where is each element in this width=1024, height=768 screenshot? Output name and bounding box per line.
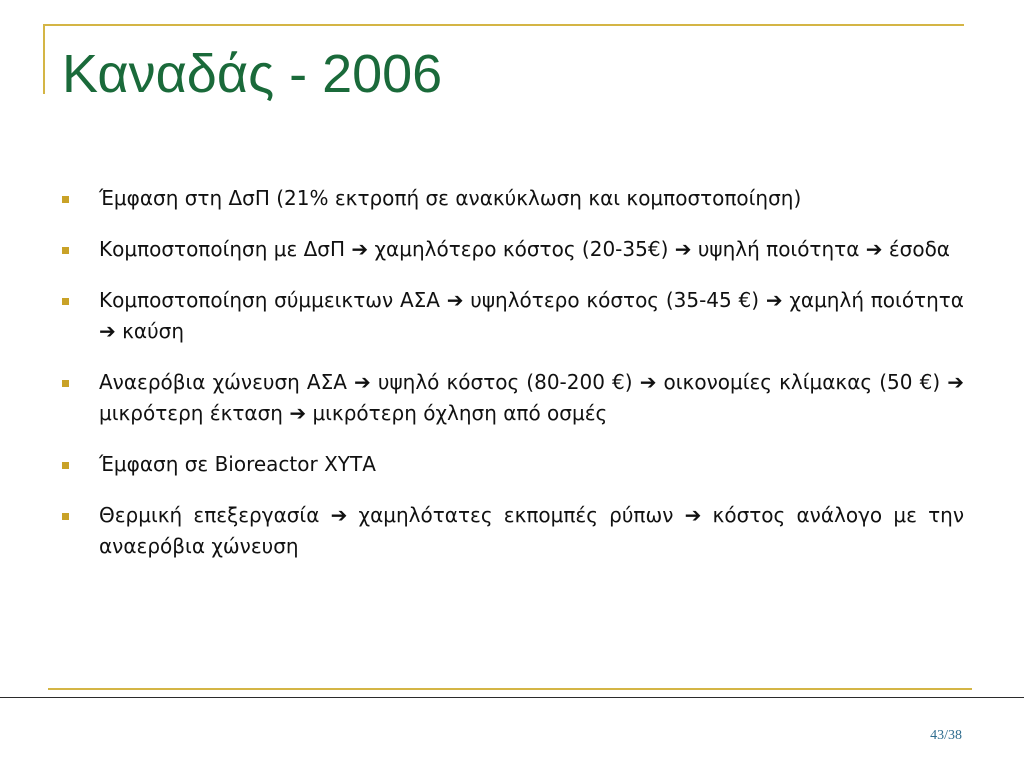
bullet-text: Έμφαση σε Bioreactor ΧΥΤΑ: [99, 452, 376, 476]
page-number: 43/38: [930, 728, 962, 743]
bullet-text: Κομποστοποίηση σύμμεικτων ΑΣΑ ➔ υψηλότερο κόστος (35-45 €) ➔ χαμηλή ποιότητα ➔ καύση: [99, 288, 964, 343]
title-frame-left-line: [43, 24, 45, 94]
footer-gold-rule: [48, 688, 972, 690]
bullet-text: Κομποστοποίηση με ΔσΠ ➔ χαμηλότερο κόστος (20-35€) ➔ υψηλή ποιότητα ➔ έσοδα: [99, 237, 950, 261]
bullet-item: [62, 500, 964, 562]
title-frame-top-line: [43, 24, 964, 26]
square-bullet-icon: [62, 513, 69, 520]
square-bullet-icon: [62, 380, 69, 387]
square-bullet-icon: [62, 247, 69, 254]
footer-dark-rule: [0, 697, 1024, 698]
bullet-item: [62, 234, 964, 265]
square-bullet-icon: [62, 196, 69, 203]
bullet-list: [62, 183, 964, 582]
square-bullet-icon: [62, 462, 69, 469]
bullet-text: Θερμική επεξεργασία ➔ χαμηλότατες εκπομπές ρύπων ➔ κόστος ανάλογο με την αναερόβια χώνευση: [99, 503, 964, 558]
bullet-text: Αναερόβια χώνευση ΑΣΑ ➔ υψηλό κόστος (80-200 €) ➔ οικονομίες κλίμακας (50 €) ➔ μικρότερη έκταση ➔ μικρότερη όχληση από οσμές: [99, 370, 964, 425]
slide-title: Καναδάς - 2006: [62, 44, 443, 104]
bullet-item: [62, 449, 964, 480]
bullet-item: [62, 183, 964, 214]
bullet-item: [62, 285, 964, 347]
square-bullet-icon: [62, 298, 69, 305]
bullet-item: [62, 367, 964, 429]
bullet-text: Έμφαση στη ΔσΠ (21% εκτροπή σε ανακύκλωση και κομποστοποίηση): [99, 186, 802, 210]
